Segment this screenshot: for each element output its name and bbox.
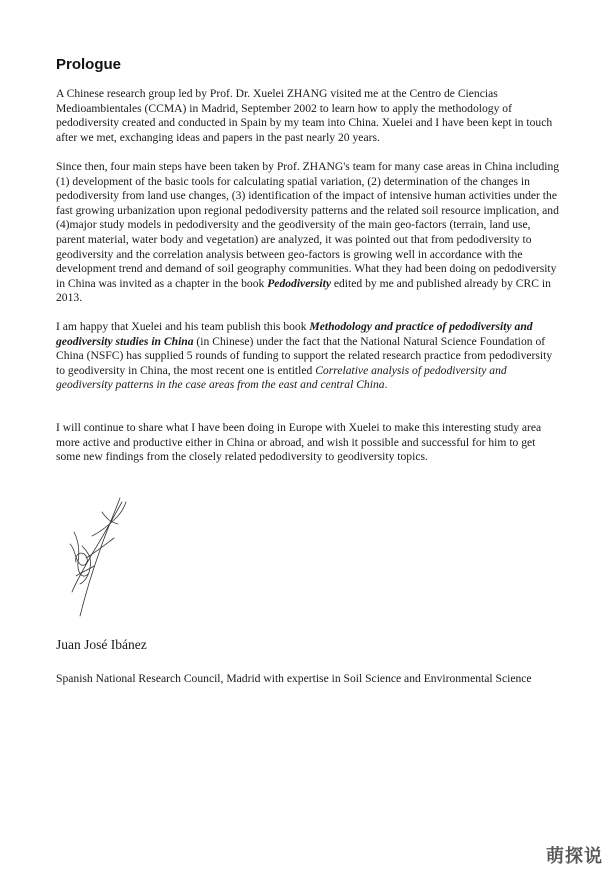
paragraph-steps <box>56 160 562 306</box>
paragraph-steps-end: edited by me and published already by CRC in 2013. <box>56 276 551 305</box>
paragraph-intro: A Chinese research group led by Prof. Dr. Xuelei ZHANG visited me at the Centro de Ciencias Medioambientales (CCMA) in Madrid, September 2002 to learn how to apply the methodology of pedodiversity created and conducted in Spain by my team into China. Xuelei and I have been kept in touch after we met, exchanging ideas and papers in the past nearly 20 years. <box>56 87 553 144</box>
signatory-name: Juan José Ibánez <box>56 637 147 652</box>
paragraph-book-middle: (in Chinese) under the fact that the National Natural Science Foundation of China (NSFC) has supplied 5 rounds of funding to support the related research practice from pedodiversity to geodiversity in China, the most recent one is entitled <box>56 334 553 377</box>
signatory-affiliation: Spanish National Research Council, Madrid with expertise in Soil Science and Environmental Science <box>56 672 532 685</box>
paragraph-book-start: I am happy that Xuelei and his team publish this book <box>56 320 310 333</box>
project-title: Correlative analysis of pedodiversity and geodiversity patterns in the case areas from the east and central China <box>56 363 507 392</box>
page-title: Prologue <box>56 56 122 73</box>
paragraph-book-end: . <box>384 378 388 392</box>
signature-image <box>62 492 142 622</box>
book-title-pedodiversity: Pedodiversity <box>267 276 331 290</box>
paragraph-steps-text: Since then, four main steps have been taken by Prof. ZHANG's team for many case areas in China including (1) development of the basic tools for calculating spatial variation, (2) determination of the changes in pedodiversity from land use changes, (3) identification of the impact of intensive human activities under the fast growing urbanization upon regional pedodiversity patterns and the related soil resource implication, and (4)major study models in pedodiversity and the geodiversity of the main geo-factors (terrain, land use, parent material, water body and vegetation) are analyzed, it was pointed out that from pedodiversity to geodiversity and the correlation analysis between geo-factors is growing well in accordance with the development trend and demand of soil geography communities. What they had been doing on pedodiversity in China was invited as a chapter in the book <box>56 160 560 290</box>
paragraph-closing: I will continue to share what I have been doing in Europe with Xuelei to make this interesting study area more active and productive either in China or abroad, and wish it possible and successful for him to get some new findings from the closely related pedodiversity to geodiversity topics. <box>56 421 542 464</box>
watermark-logo: 萌探说 <box>546 846 603 867</box>
paragraph-book <box>56 320 562 393</box>
book-title-methodology: Methodology and practice of pedodiversity and geodiversity studies in China <box>56 320 533 348</box>
